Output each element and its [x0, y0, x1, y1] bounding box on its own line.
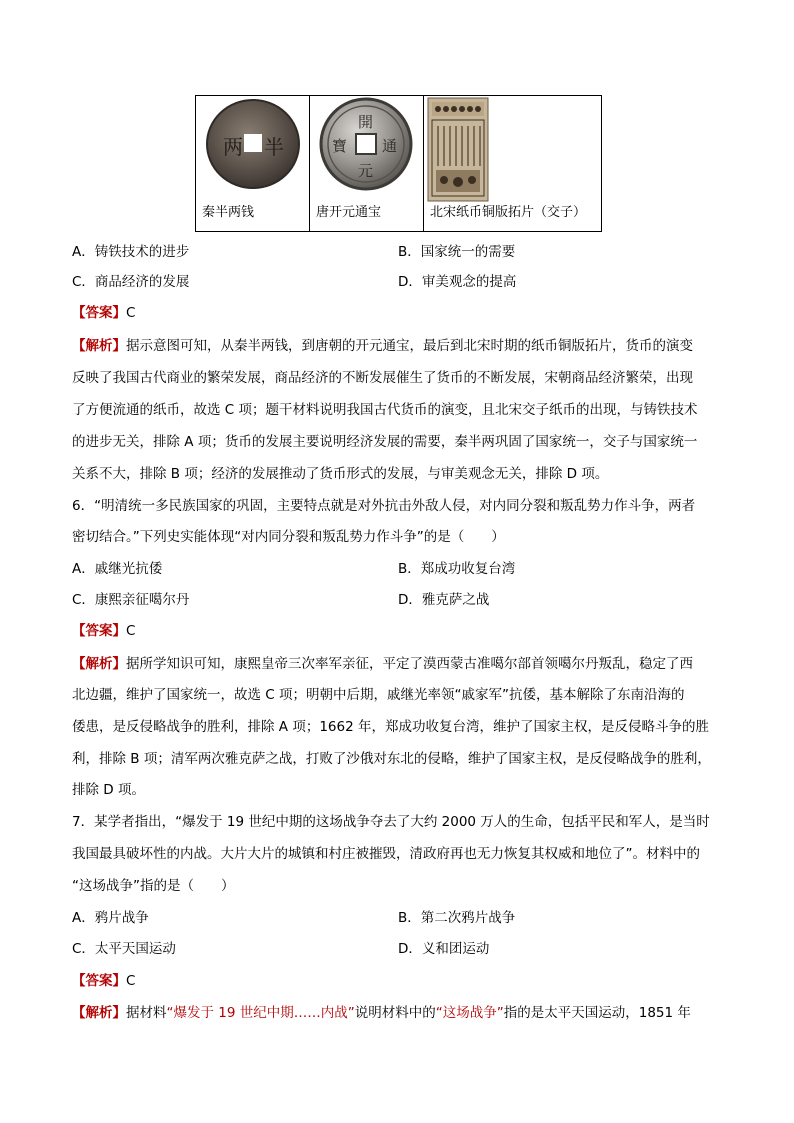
svg-text:半: 半	[264, 135, 284, 159]
q5-option-a: A．铸铁技术的进步	[72, 244, 190, 260]
svg-text:两: 两	[223, 135, 243, 159]
q7-option-c: C．太平天国运动	[72, 941, 176, 957]
q6-option-d: D．雅克萨之战	[398, 592, 490, 608]
analysis-quote-2: “这场战争”	[435, 1005, 504, 1021]
song-jiaozi-cell	[424, 96, 602, 232]
answer-value: C	[126, 305, 136, 321]
answer-value: C	[126, 623, 136, 639]
answer-label: 【答案】	[72, 973, 126, 989]
qin-banliang-coin-image	[196, 96, 309, 202]
analysis-label: 【解析】	[72, 338, 126, 354]
caption-song: 北宋纸币铜版拓片（交子）	[430, 205, 587, 220]
q7-answer	[72, 972, 135, 990]
q5-analysis-line-4: 的进步无关，排除 A 项；货币的发展主要说明经济发展的需要，秦半两巩固了国家统一，交子与国家统一	[72, 434, 698, 450]
q6-analysis-line-3: 倭患，是反侵略战争的胜利，排除 A 项；1662 年，郑成功收复台湾，维护了国家主权，是反侵略斗争的胜	[72, 719, 709, 735]
svg-text:元: 元	[358, 162, 374, 180]
analysis-label: 【解析】	[72, 656, 126, 672]
q6-options-row-2	[72, 591, 490, 609]
svg-text:通: 通	[382, 137, 398, 155]
q6-stem-line-2: 密切结合。”下列史实能体现“对内同分裂和叛乱势力作斗争”的是（ ）	[72, 529, 505, 545]
analysis-label: 【解析】	[72, 1005, 126, 1021]
q6-answer	[72, 622, 135, 640]
analysis-text: 据所学知识可知，康熙皇帝三次率军亲征，平定了漠西蒙古准噶尔部首领噶尔丹叛乱，稳定了西	[126, 656, 693, 672]
q5-option-c: C．商品经济的发展	[72, 274, 190, 290]
analysis-quote-1: “爆发于 19 世纪中期……内战”	[166, 1005, 355, 1021]
q7-option-d: D．义和团运动	[398, 941, 490, 957]
qin-coin-cell	[196, 96, 310, 232]
q7-option-a: A．鸦片战争	[72, 910, 149, 926]
tang-coin-cell	[310, 96, 424, 232]
answer-label: 【答案】	[72, 305, 126, 321]
song-jiaozi-rubbing-image	[424, 96, 601, 202]
q6-option-b: B．郑成功收复台湾	[398, 561, 516, 577]
analysis-text-a: 据材料	[126, 1005, 167, 1021]
q5-option-d: D．审美观念的提高	[398, 274, 517, 290]
q6-options-row-1	[72, 560, 516, 578]
q6-stem-line-1: 6．“明清统一多民族国家的巩固，主要特点就是对外抗击外敌人侵，对内同分裂和叛乱势力作斗争，两者	[72, 498, 696, 514]
svg-text:開: 開	[358, 113, 374, 131]
q7-stem-line-1: 7．某学者指出，“爆发于 19 世纪中期的这场战争夺去了大约 2000 万人的生命，包括平民和军人，是当时	[72, 814, 710, 830]
q7-stem-line-3: “这场战争”指的是（ ）	[72, 878, 235, 894]
analysis-text-b: 说明材料中的	[354, 1005, 436, 1021]
q5-analysis-line-1	[72, 337, 693, 355]
q7-options-row-1	[72, 909, 516, 927]
q7-option-b: B．第二次鸦片战争	[398, 910, 516, 926]
q7-analysis-line-1	[72, 1004, 691, 1022]
q7-stem-line-2: 我国最具破坏性的内战。大片大片的城镇和村庄被摧毁，清政府再也无力恢复其权威和地位了”。材料中的	[72, 846, 700, 862]
q6-option-c: C．康熙亲征噶尔丹	[72, 592, 190, 608]
q5-analysis-line-3: 了方便流通的纸币，故选 C 项；题干材料说明我国古代货币的演变，且北宋交子纸币的出现，与铸铁技术	[72, 402, 698, 418]
currency-image-table	[195, 95, 602, 232]
q5-options-row-1	[72, 243, 516, 261]
q6-analysis-line-2: 北边疆，维护了国家统一，故选 C 项；明朝中后期，戚继光率领“戚家军”抗倭，基本解除了东南沿海的	[72, 687, 685, 703]
q6-analysis-line-5: 排除 D 项。	[72, 782, 145, 798]
q5-answer	[72, 304, 135, 322]
caption-tang: 唐开元通宝	[316, 205, 382, 220]
q6-option-a: A．戚继光抗倭	[72, 561, 163, 577]
q5-analysis-line-2: 反映了我国古代商业的繁荣发展，商品经济的不断发展催生了货币的不断发展，宋朝商品经济繁荣，出现	[72, 370, 693, 386]
q5-analysis-line-5: 关系不大，排除 B 项；经济的发展推动了货币形式的发展，与审美观念无关，排除 D 项。	[72, 466, 609, 482]
q6-analysis-line-4: 利，排除 B 项；清军两次雅克萨之战，打败了沙俄对东北的侵略，维护了国家主权，是反侵略战争的胜利，	[72, 751, 711, 767]
answer-value: C	[126, 973, 136, 989]
q7-options-row-2	[72, 940, 490, 958]
q5-option-b: B．国家统一的需要	[398, 244, 516, 260]
analysis-text: 据示意图可知，从秦半两钱，到唐朝的开元通宝，最后到北宋时期的纸币铜版拓片，货币的演变	[126, 338, 693, 354]
svg-text:寶: 寶	[332, 137, 348, 155]
q5-options-row-2	[72, 273, 517, 291]
caption-qin: 秦半两钱	[202, 205, 255, 220]
analysis-text-c: 指的是太平天国运动，1851 年	[503, 1005, 691, 1021]
tang-kaiyuan-coin-image	[310, 96, 423, 202]
q6-analysis-line-1	[72, 655, 693, 673]
answer-label: 【答案】	[72, 623, 126, 639]
